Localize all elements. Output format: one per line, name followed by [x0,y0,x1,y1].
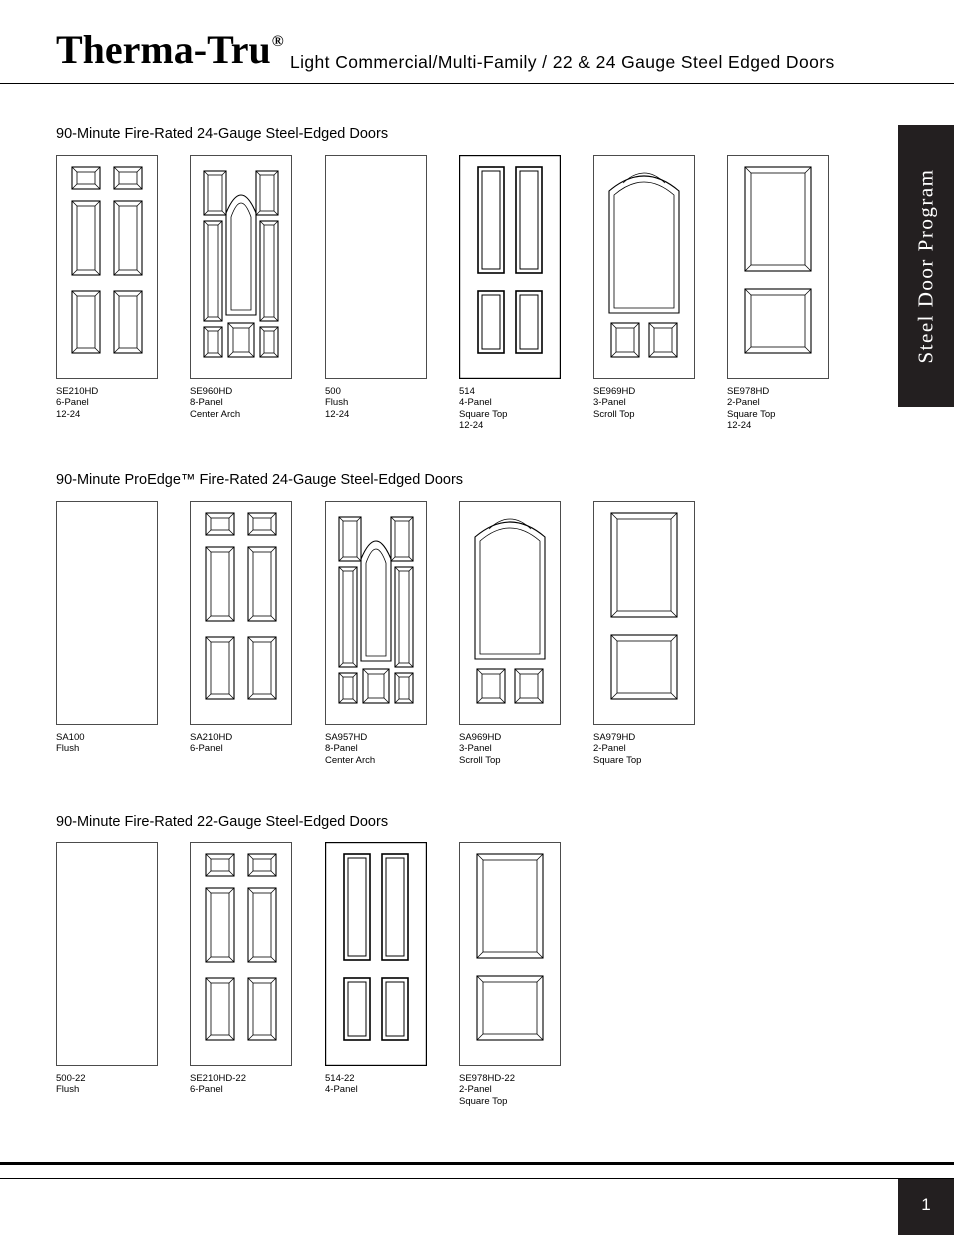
door-caption-line: 4-Panel [459,397,492,409]
door-illustration-two-panel [727,155,829,379]
door-caption-line: Square Top [459,1095,508,1107]
door-caption [593,732,641,766]
door-caption [459,732,501,766]
footer-rule-thick [0,1162,954,1165]
door-caption-line: Square Top [727,408,776,420]
door-model-number: SE978HD [727,386,770,397]
door-drawing [325,501,427,725]
door-model-number: 500-22 [56,1073,86,1084]
header-rule [0,83,954,84]
door-model-number: SE210HD-22 [190,1073,246,1084]
door-caption-line: 12-24 [325,408,350,420]
door-caption [727,386,775,431]
door-caption-line: 2-Panel [459,1084,492,1096]
door-caption-line: 12-24 [727,419,752,431]
door-caption-line: Scroll Top [593,408,635,420]
door-caption-line: Square Top [593,754,642,766]
page-subtitle: Light Commercial/Multi-Family / 22 & 24 Gauge Steel Edged Doors [290,52,835,72]
page-number: 1 [898,1179,954,1235]
door-caption-line: Center Arch [325,754,376,766]
door-caption [325,386,349,420]
door-model-number: SA210HD [190,732,233,743]
door-caption [325,732,375,766]
door-caption-line: 6-Panel [190,743,223,755]
door-model-number: SE210HD [56,386,99,397]
door-illustration-six-panel [190,842,292,1066]
door-model-number: SA969HD [459,732,502,743]
door-model-number: SA100 [56,732,85,743]
door-drawing [190,842,292,1066]
door-illustration-center-arch [190,155,292,379]
door-model-number: 500 [325,386,341,397]
brand-name: Therma-Tru [56,27,271,72]
door-model-number: SA957HD [325,732,368,743]
door-caption-line: 3-Panel [459,743,492,755]
registered-mark: ® [271,33,284,50]
door-caption [190,732,232,755]
door-caption-line: Center Arch [190,408,241,420]
door-caption [190,1073,246,1096]
door-drawing [56,155,158,379]
section-title-proedge: 90-Minute ProEdge™ Fire-Rated 24-Gauge Steel-Edged Doors [56,472,464,488]
door-drawing [325,842,427,1066]
door-caption [56,386,98,420]
door-drawing [56,842,158,1066]
door-caption-line: Scroll Top [459,754,501,766]
door-caption [459,386,507,431]
door-caption [593,386,635,420]
door-drawing [459,501,561,725]
door-illustration-six-panel [56,155,158,379]
door-caption [459,1073,515,1107]
door-caption [56,732,85,755]
door-caption-line: Flush [56,743,80,755]
door-drawing [190,155,292,379]
door-model-number: SE969HD [593,386,636,397]
door-caption [56,1073,86,1096]
door-model-number: 514-22 [325,1073,355,1084]
door-drawing [325,155,427,379]
door-caption-line: 6-Panel [190,1084,223,1096]
door-caption-line: 4-Panel [325,1084,358,1096]
door-illustration-scroll-top [459,501,561,725]
door-caption [325,1073,358,1096]
door-illustration-four-panel [459,155,561,379]
door-drawing [727,155,829,379]
section-title-24-gauge: 90-Minute Fire-Rated 24-Gauge Steel-Edged Doors [56,126,389,142]
door-caption-line: Flush [56,1084,80,1096]
door-caption-line: 6-Panel [56,397,89,409]
door-illustration-flush [56,842,158,1066]
door-illustration-two-panel [593,501,695,725]
door-model-number: SA979HD [593,732,636,743]
door-illustration-two-panel [459,842,561,1066]
door-caption-line: 12-24 [459,419,484,431]
door-illustration-center-arch [325,501,427,725]
brand-logo [56,27,284,72]
door-drawing [56,501,158,725]
door-illustration-flush [325,155,427,379]
section-title-22-gauge: 90-Minute Fire-Rated 22-Gauge Steel-Edged Doors [56,814,389,830]
door-caption [190,386,240,420]
door-drawing [593,155,695,379]
door-caption-line: 8-Panel [325,743,358,755]
door-drawing [190,501,292,725]
door-caption-line: Flush [325,397,349,409]
door-caption-line: Square Top [459,408,508,420]
door-caption-line: 8-Panel [190,397,223,409]
footer-rule-thin [0,1178,954,1179]
door-drawing [459,842,561,1066]
door-caption-line: 12-24 [56,408,81,420]
door-drawing [459,155,561,379]
door-drawing [593,501,695,725]
door-caption-line: 3-Panel [593,397,626,409]
door-illustration-four-panel [325,842,427,1066]
door-caption-line: 2-Panel [727,397,760,409]
door-caption-line: 2-Panel [593,743,626,755]
door-model-number: 514 [459,386,475,397]
door-illustration-flush [56,501,158,725]
side-tab [898,125,954,407]
side-tab-label: Steel Door Program [913,168,938,364]
door-illustration-scroll-top [593,155,695,379]
door-illustration-six-panel [190,501,292,725]
door-model-number: SE978HD-22 [459,1073,515,1084]
door-model-number: SE960HD [190,386,233,397]
